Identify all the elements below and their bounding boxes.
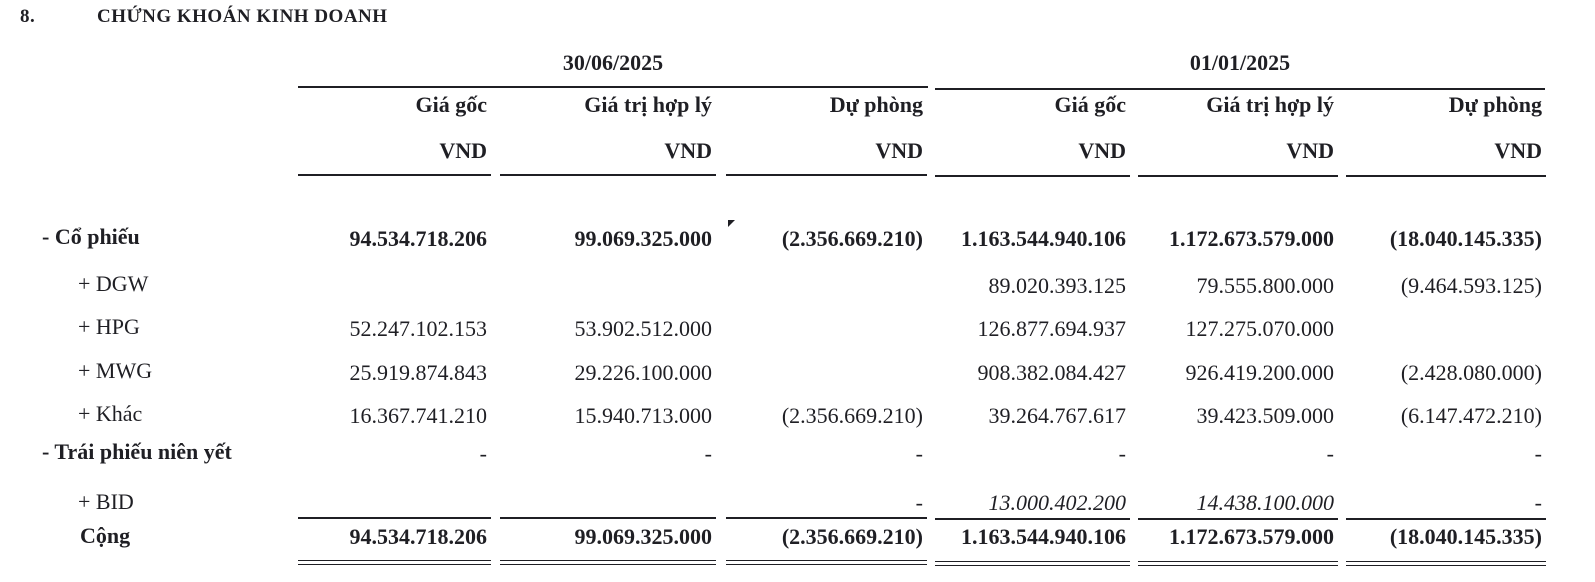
period-header-2025-06-30: 30/06/2025: [562, 50, 664, 75]
unit-header-4: VND: [1078, 138, 1126, 163]
hpg-gia-goc-2: 126.877.694.937: [977, 316, 1126, 341]
mwg-gia-goc-2: 908.382.084.427: [977, 360, 1126, 385]
row-label-khac: + Khác: [78, 401, 143, 426]
header-rule-5: [1138, 175, 1338, 177]
co-phieu-gia-goc-2: 1.163.544.940.106: [961, 226, 1126, 251]
khac-gia-goc-2: 39.264.767.617: [988, 403, 1126, 428]
unit-header-3: VND: [875, 138, 923, 163]
section-number: 8.: [20, 6, 36, 27]
header-rule-3: [726, 174, 927, 176]
scan-mark: [728, 220, 735, 227]
cong-du-phong-2: (18.040.145.335): [1389, 524, 1542, 549]
col-header-gia-tri-hop-ly-1: Giá trị hợp lý: [584, 92, 712, 117]
col-header-du-phong-2: Dự phòng: [1448, 92, 1542, 117]
co-phieu-gia-goc-1: 94.534.718.206: [349, 226, 487, 251]
mwg-gia-tri-hop-ly-2: 926.419.200.000: [1185, 360, 1334, 385]
co-phieu-du-phong-1: (2.356.669.210): [781, 226, 923, 251]
period-header-2025-01-01: 01/01/2025: [1189, 50, 1291, 75]
row-label-mwg: + MWG: [78, 358, 153, 383]
row-label-hpg: + HPG: [78, 314, 140, 339]
period-rule-1: [298, 86, 928, 88]
row-label-cong: Cộng: [80, 523, 131, 548]
hpg-gia-goc-1: 52.247.102.153: [349, 316, 487, 341]
total-double-rule-3: [726, 560, 927, 565]
khac-du-phong-2: (6.147.472.210): [1400, 403, 1542, 428]
col-header-gia-goc-2: Giá gốc: [1054, 92, 1126, 117]
bid-du-phong-1: -: [915, 490, 923, 515]
total-rule-6: [1346, 518, 1546, 520]
trai-phieu-gia-goc-2: -: [1118, 441, 1126, 466]
mwg-gia-tri-hop-ly-1: 29.226.100.000: [574, 360, 712, 385]
unit-header-2: VND: [664, 138, 712, 163]
cong-gia-tri-hop-ly-1: 99.069.325.000: [574, 524, 712, 549]
row-label-dgw: + DGW: [78, 271, 149, 296]
col-header-gia-tri-hop-ly-2: Giá trị hợp lý: [1206, 92, 1334, 117]
co-phieu-gia-tri-hop-ly-1: 99.069.325.000: [574, 226, 712, 251]
header-rule-2: [500, 174, 716, 176]
hpg-gia-tri-hop-ly-1: 53.902.512.000: [574, 316, 712, 341]
co-phieu-gia-tri-hop-ly-2: 1.172.673.579.000: [1169, 226, 1334, 251]
total-double-rule-1: [298, 560, 491, 565]
total-rule-4: [935, 518, 1130, 520]
khac-gia-tri-hop-ly-1: 15.940.713.000: [574, 403, 712, 428]
trai-phieu-gia-tri-hop-ly-1: -: [704, 441, 712, 466]
header-rule-4: [935, 175, 1130, 177]
total-rule-3: [726, 517, 927, 519]
total-double-rule-6: [1346, 561, 1546, 566]
khac-gia-tri-hop-ly-2: 39.423.509.000: [1196, 403, 1334, 428]
dgw-du-phong-2: (9.464.593.125): [1400, 273, 1542, 298]
period-rule-2: [935, 88, 1545, 90]
trai-phieu-gia-tri-hop-ly-2: -: [1326, 441, 1334, 466]
total-double-rule-4: [935, 561, 1130, 566]
trai-phieu-du-phong-1: -: [915, 441, 923, 466]
hpg-gia-tri-hop-ly-2: 127.275.070.000: [1185, 316, 1334, 341]
row-label-bid: + BID: [78, 489, 134, 514]
header-rule-1: [298, 174, 491, 176]
total-double-rule-5: [1138, 561, 1338, 566]
cong-du-phong-1: (2.356.669.210): [781, 524, 923, 549]
row-label-trai-phieu-niem-yet: - Trái phiếu niên yết: [42, 439, 232, 464]
unit-header-5: VND: [1286, 138, 1334, 163]
header-rule-6: [1346, 175, 1546, 177]
row-label-co-phieu: - Cổ phiếu: [42, 224, 140, 249]
col-header-gia-goc-1: Giá gốc: [415, 92, 487, 117]
trai-phieu-gia-goc-1: -: [479, 441, 487, 466]
bid-du-phong-2: -: [1534, 490, 1542, 515]
section-title: CHỨNG KHOÁN KINH DOANH: [97, 6, 388, 27]
khac-du-phong-1: (2.356.669.210): [781, 403, 923, 428]
cong-gia-tri-hop-ly-2: 1.172.673.579.000: [1169, 524, 1334, 549]
unit-header-6: VND: [1494, 138, 1542, 163]
mwg-du-phong-2: (2.428.080.000): [1400, 360, 1542, 385]
trai-phieu-du-phong-2: -: [1534, 441, 1542, 466]
cong-gia-goc-2: 1.163.544.940.106: [961, 524, 1126, 549]
total-rule-5: [1138, 518, 1338, 520]
bid-gia-goc-2: 13.000.402.200: [988, 490, 1126, 515]
total-double-rule-2: [500, 560, 716, 565]
col-header-du-phong-1: Dự phòng: [829, 92, 923, 117]
khac-gia-goc-1: 16.367.741.210: [349, 403, 487, 428]
co-phieu-du-phong-2: (18.040.145.335): [1389, 226, 1542, 251]
total-rule-2: [500, 517, 716, 519]
cong-gia-goc-1: 94.534.718.206: [349, 524, 487, 549]
total-rule-1: [298, 517, 491, 519]
unit-header-1: VND: [439, 138, 487, 163]
dgw-gia-tri-hop-ly-2: 79.555.800.000: [1196, 273, 1334, 298]
mwg-gia-goc-1: 25.919.874.843: [349, 360, 487, 385]
dgw-gia-goc-2: 89.020.393.125: [988, 273, 1126, 298]
bid-gia-tri-hop-ly-2: 14.438.100.000: [1196, 490, 1334, 515]
